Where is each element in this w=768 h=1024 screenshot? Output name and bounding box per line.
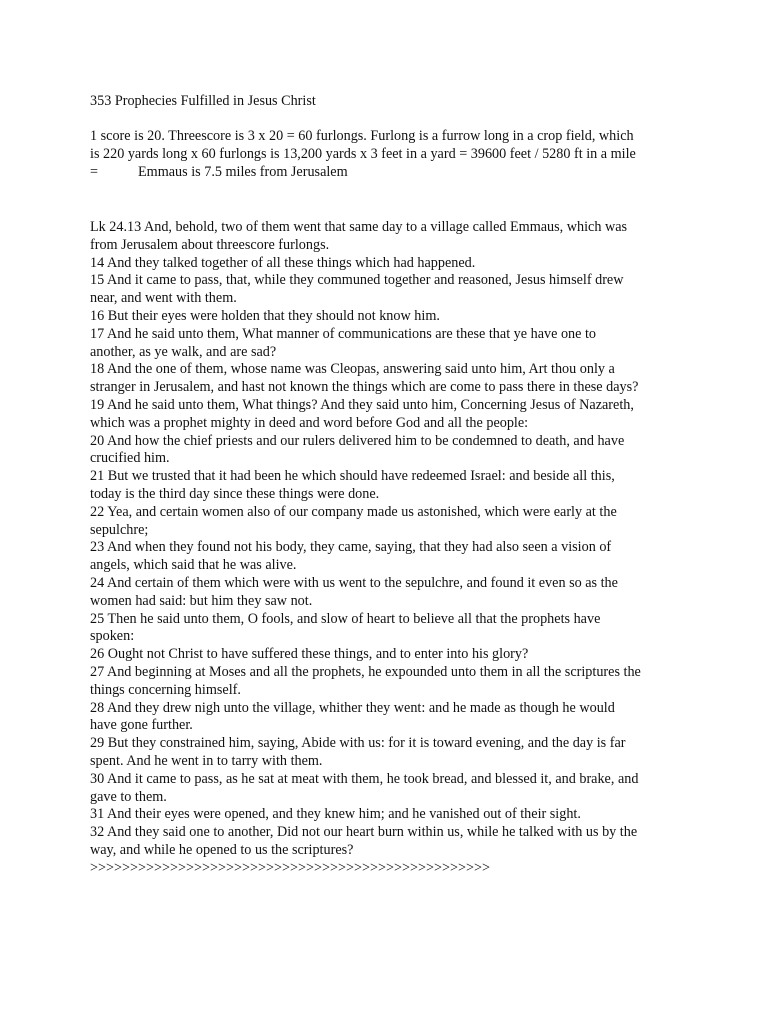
verse-line: 27 And beginning at Moses and all the prophets, he expounded unto them in all the scriptures the <box>90 663 641 680</box>
verse-line: 29 But they constrained him, saying, Abide with us: for it is toward evening, and the day is far <box>90 735 626 752</box>
verse <box>90 824 690 860</box>
verse-line: 16 But their eyes were holden that they should not know him. <box>90 307 440 324</box>
intro-equals: = <box>90 163 99 180</box>
verse-line: near, and went with them. <box>90 290 237 307</box>
verse-line: today is the third day since these things were done. <box>90 485 380 502</box>
verse-line: spoken: <box>90 628 135 645</box>
verse-line: from Jerusalem about threescore furlongs. <box>90 236 330 253</box>
intro-paragraph <box>90 128 690 181</box>
verse-line: women had said: but him they saw not. <box>90 592 313 609</box>
verse <box>90 219 690 255</box>
intro-line-last <box>90 164 690 182</box>
verse <box>90 611 690 647</box>
verse-line: 22 Yea, and certain women also of our company made us astonished, which were early at the <box>90 503 617 520</box>
verse <box>90 771 690 807</box>
verse <box>90 308 690 326</box>
verse-line: angels, which said that he was alive. <box>90 557 297 574</box>
verse-line: 20 And how the chief priests and our rulers delivered him to be condemned to death, and have <box>90 432 625 449</box>
verse-line: have gone further. <box>90 717 193 734</box>
verse <box>90 361 690 397</box>
verse-line: 30 And it came to pass, as he sat at meat with them, he took bread, and blessed it, and brake, and <box>90 770 639 787</box>
verse-line: 19 And he said unto them, What things? And they said unto him, Concerning Jesus of Nazareth, <box>90 396 634 413</box>
verse <box>90 664 690 700</box>
verse-line: Lk 24.13 And, behold, two of them went that same day to a village called Emmaus, which was <box>90 219 628 235</box>
document-title: 353 Prophecies Fulfilled in Jesus Christ <box>90 93 316 109</box>
verse <box>90 504 690 540</box>
verse-line: 14 And they talked together of all these things which had happened. <box>90 254 476 271</box>
verse-line: 18 And the one of them, whose name was Cleopas, answering said unto him, Art thou only a <box>90 361 615 378</box>
verse-line: 26 Ought not Christ to have suffered these things, and to enter into his glory? <box>90 646 529 663</box>
verse-line: another, as ye walk, and are sad? <box>90 343 277 360</box>
verse <box>90 468 690 504</box>
verse-line: 21 But we trusted that it had been he which should have redeemed Israel: and beside all this, <box>90 468 615 485</box>
verse-line: 28 And they drew nigh unto the village, whither they went: and he made as though he would <box>90 699 615 716</box>
verse-line: 31 And their eyes were opened, and they knew him; and he vanished out of their sight. <box>90 806 581 823</box>
verse-line: 32 And they said one to another, Did not our heart burn within us, while he talked with us by the <box>90 824 638 841</box>
verse <box>90 806 690 824</box>
verse <box>90 575 690 611</box>
verse-line: spent. And he went in to tarry with them. <box>90 752 323 769</box>
verse <box>90 397 690 433</box>
verse-line: sepulchre; <box>90 521 149 538</box>
verse-line: crucified him. <box>90 450 170 467</box>
verse-line: way, and while he opened to us the scriptures? <box>90 841 354 858</box>
verse-line: 25 Then he said unto them, O fools, and slow of heart to believe all that the prophets have <box>90 610 601 627</box>
verse <box>90 646 690 664</box>
verse-line: 23 And when they found not his body, they came, saying, that they had also seen a vision of <box>90 539 612 556</box>
verse-list <box>90 219 690 877</box>
verse-line: which was a prophet mighty in deed and word before God and all the people: <box>90 414 529 431</box>
verse-line: gave to them. <box>90 788 167 805</box>
verse <box>90 326 690 362</box>
verse-line: things concerning himself. <box>90 681 241 698</box>
intro-line: 1 score is 20. Threescore is 3 x 20 = 60 furlongs. Furlong is a furrow long in a crop field, which <box>90 128 634 144</box>
intro-line: is 220 yards long x 60 furlongs is 13,200 yards x 3 feet in a yard = 39600 feet / 5280 ft in a mile <box>90 145 636 162</box>
verse-line: 17 And he said unto them, What manner of communications are these that ye have one to <box>90 325 597 342</box>
verse <box>90 700 690 736</box>
verse <box>90 433 690 469</box>
verse-line: 24 And certain of them which were with us went to the sepulchre, and found it even so as the <box>90 574 618 591</box>
verse <box>90 255 690 273</box>
verse-line: stranger in Jerusalem, and hast not known the things which are come to pass there in these days? <box>90 379 639 396</box>
arrow-separator: >>>>>>>>>>>>>>>>>>>>>>>>>>>>>>>>>>>>>>>>>>>>>>>>>> <box>90 859 491 876</box>
intro-emmaus-distance: Emmaus is 7.5 miles from Jerusalem <box>138 163 348 180</box>
verse <box>90 539 690 575</box>
verse-line: 15 And it came to pass, that, while they communed together and reasoned, Jesus himself drew <box>90 272 624 289</box>
verse <box>90 272 690 308</box>
verse <box>90 735 690 771</box>
